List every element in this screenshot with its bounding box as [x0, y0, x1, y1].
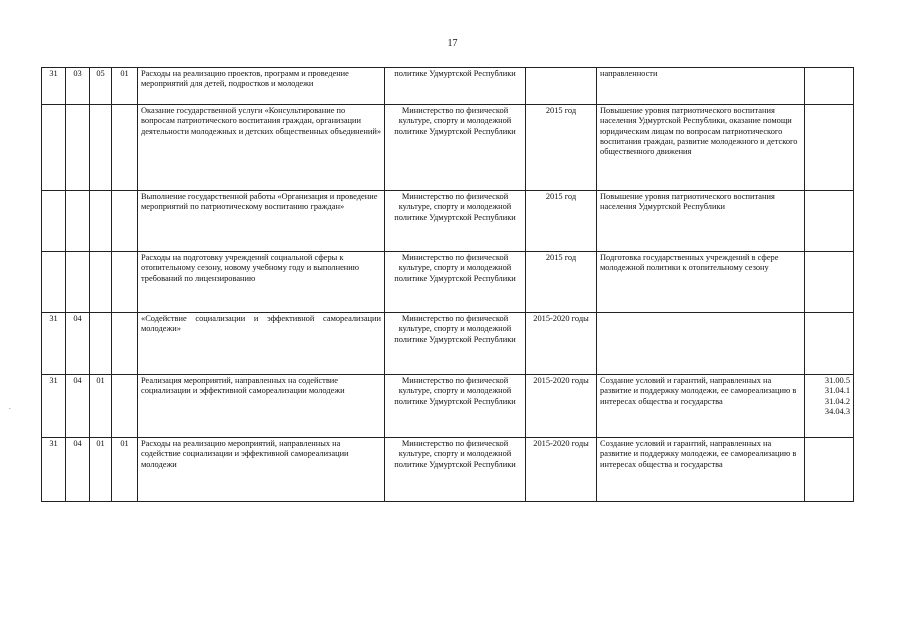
measure-name: Расходы на подготовку учреждений социальной сферы к отопительному сезону, новому учебному году и выполнению требований по лицензированию — [138, 252, 385, 313]
code-pp — [66, 105, 90, 191]
table-row — [42, 375, 854, 438]
indicators — [805, 68, 854, 105]
expected-result: Создание условий и гарантий, направленных на развитие и поддержку молодежи, ее самореализацию в интересах общества и государства — [597, 438, 805, 502]
indicators — [805, 313, 854, 375]
code-pp: 03 — [66, 68, 90, 105]
term: 2015-2020 годы — [526, 375, 597, 438]
program-table — [41, 67, 854, 502]
code-gp: 31 — [42, 375, 66, 438]
executor: Министерство по физической культуре, спорту и молодежной политике Удмуртской Республики — [385, 375, 526, 438]
code-om — [90, 252, 112, 313]
table-row — [42, 105, 854, 191]
measure-name: Оказание государственной услуги «Консультирование по вопросам патриотического воспитания граждан, организации деятельности молодежных и детских общественных объединений» — [138, 105, 385, 191]
code-m — [112, 375, 138, 438]
term: 2015 год — [526, 105, 597, 191]
code-gp: 31 — [42, 438, 66, 502]
expected-result: Создание условий и гарантий, направленных на развитие и поддержку молодежи, ее самореализацию в интересах общества и государства — [597, 375, 805, 438]
executor: Министерство по физической культуре, спорту и молодежной политике Удмуртской Республики — [385, 252, 526, 313]
term — [526, 68, 597, 105]
term: 2015 год — [526, 252, 597, 313]
table-row — [42, 191, 854, 252]
indicators — [805, 105, 854, 191]
code-m — [112, 191, 138, 252]
code-m — [112, 105, 138, 191]
table-row — [42, 68, 854, 105]
term: 2015-2020 годы — [526, 438, 597, 502]
code-gp — [42, 105, 66, 191]
indicators — [805, 191, 854, 252]
expected-result: Подготовка государственных учреждений в сфере молодежной политики к отопительному сезону — [597, 252, 805, 313]
expected-result: Повышение уровня патриотического воспитания населения Удмуртской Республики, оказание помощи юридическим лицам по вопросам патриотического воспитания граждан, развитие молодежного и детского общественного движения — [597, 105, 805, 191]
expected-result: направленности — [597, 68, 805, 105]
code-m: 01 — [112, 438, 138, 502]
term: 2015 год — [526, 191, 597, 252]
code-gp — [42, 191, 66, 252]
table-row — [42, 313, 854, 375]
code-m: 01 — [112, 68, 138, 105]
measure-name-text: «Содействие социализации и эффективной самореализации молодежи» — [141, 314, 381, 334]
code-pp — [66, 191, 90, 252]
code-m — [112, 252, 138, 313]
measure-name: Расходы на реализацию мероприятий, направленных на содействие социализации и эффективной самореализации молодежи — [138, 438, 385, 502]
code-gp: 31 — [42, 313, 66, 375]
indicators: 31.00.5 31.04.1 31.04.2 34.04.3 — [805, 375, 854, 438]
code-pp: 04 — [66, 375, 90, 438]
expected-result — [597, 313, 805, 375]
code-om — [90, 313, 112, 375]
measure-name: Расходы на реализацию проектов, программ и проведение мероприятий для детей, подростков и молодежи — [138, 68, 385, 105]
executor: политике Удмуртской Республики — [385, 68, 526, 105]
indicators — [805, 252, 854, 313]
executor: Министерство по физической культуре, спорту и молодежной политике Удмуртской Республики — [385, 191, 526, 252]
code-om: 05 — [90, 68, 112, 105]
code-m — [112, 313, 138, 375]
code-gp: 31 — [42, 68, 66, 105]
indicators — [805, 438, 854, 502]
measure-name: Реализация мероприятий, направленных на содействие социализации и эффективной самореализации молодежи — [138, 375, 385, 438]
measure-name: Выполнение государственной работы «Организация и проведение мероприятий по патриотическому воспитанию граждан» — [138, 191, 385, 252]
expected-result: Повышение уровня патриотического воспитания населения Удмуртской Республики — [597, 191, 805, 252]
code-om: 01 — [90, 375, 112, 438]
executor: Министерство по физической культуре, спорту и молодежной политике Удмуртской Республики — [385, 438, 526, 502]
measure-name — [138, 313, 385, 375]
code-pp: 04 — [66, 438, 90, 502]
code-om — [90, 105, 112, 191]
table-row — [42, 438, 854, 502]
code-om: 01 — [90, 438, 112, 502]
code-pp: 04 — [66, 313, 90, 375]
margin-mark: . — [9, 403, 11, 411]
page-number: 17 — [447, 38, 458, 49]
table-row — [42, 252, 854, 313]
executor: Министерство по физической культуре, спорту и молодежной политике Удмуртской Республики — [385, 105, 526, 191]
term: 2015-2020 годы — [526, 313, 597, 375]
executor: Министерство по физической культуре, спорту и молодежной политике Удмуртской Республики — [385, 313, 526, 375]
code-om — [90, 191, 112, 252]
code-gp — [42, 252, 66, 313]
code-pp — [66, 252, 90, 313]
